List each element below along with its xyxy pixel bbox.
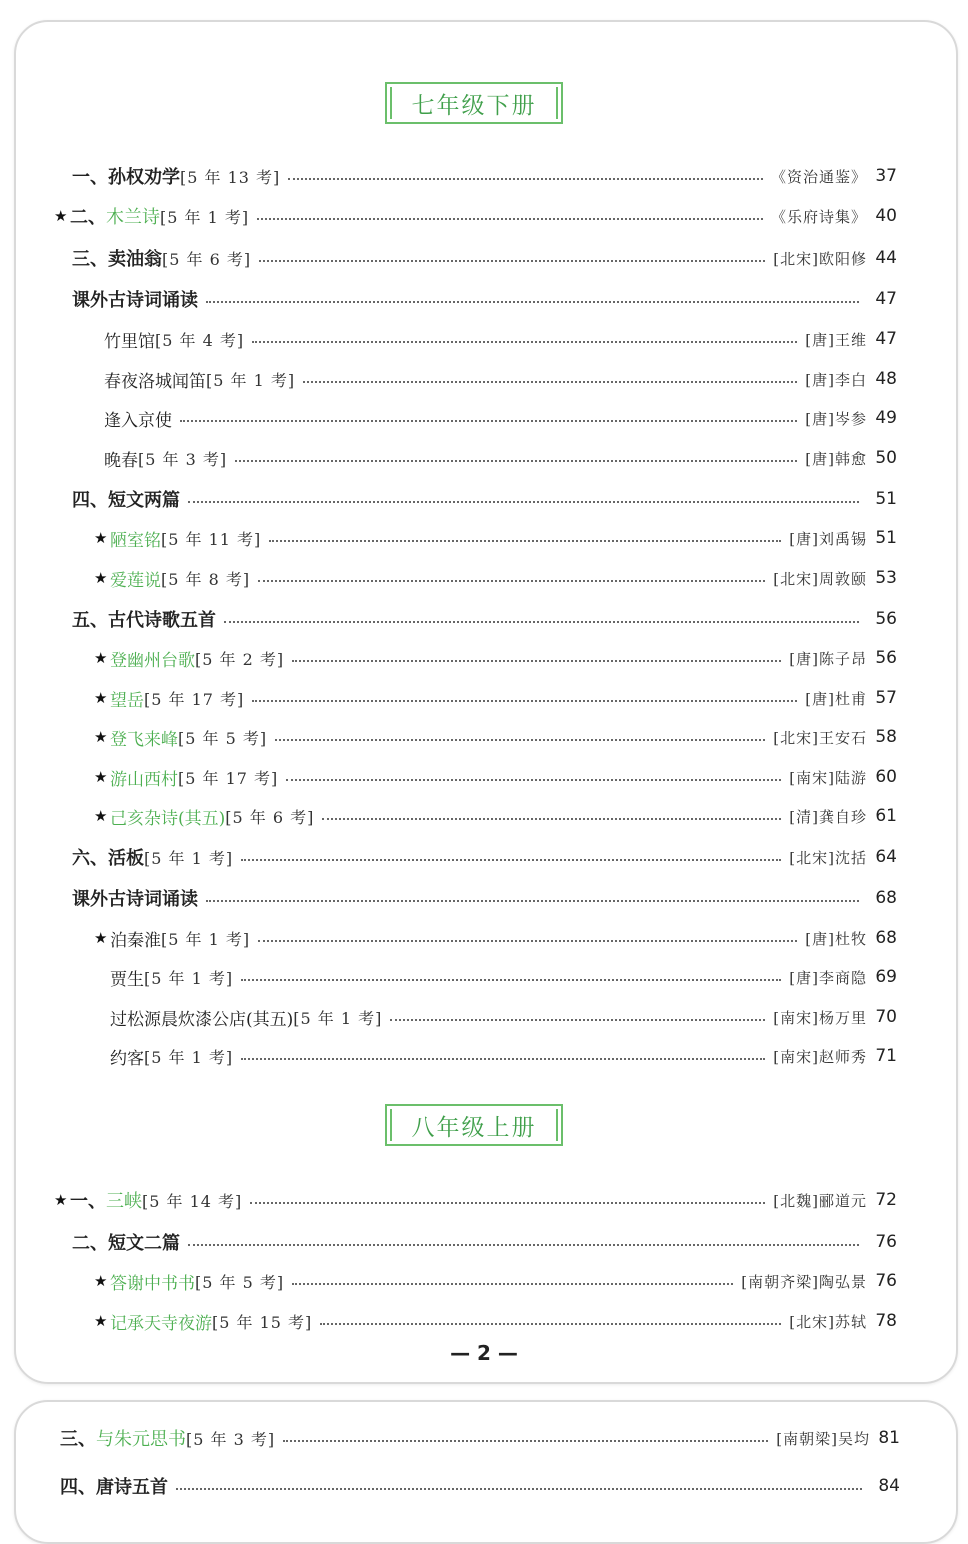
entry-source: [北魏]郦道元 bbox=[773, 1191, 867, 1210]
dot-leader bbox=[283, 1438, 768, 1442]
page-number-ref: 51 bbox=[875, 528, 897, 548]
exam-frequency-tag: [5 年 4 考] bbox=[155, 330, 245, 350]
exam-frequency-tag: [5 年 17 考] bbox=[178, 768, 279, 788]
grade7-heading-text: 七年级下册 bbox=[411, 92, 537, 119]
toc-entry[interactable] bbox=[0, 523, 968, 553]
dot-leader bbox=[188, 499, 859, 503]
page-number-ref: 53 bbox=[875, 568, 897, 588]
entry-title-highlight: 登飞来峰 bbox=[110, 729, 178, 750]
page-number-ref: 50 bbox=[875, 448, 897, 468]
toc-entry[interactable] bbox=[0, 1471, 968, 1501]
entry-title bbox=[110, 686, 144, 711]
entry-title-text: 六、活板 bbox=[72, 848, 144, 869]
star-icon: ★ bbox=[94, 807, 108, 825]
exam-frequency-tag: [5 年 6 考] bbox=[162, 249, 252, 269]
exam-frequency-tag: [5 年 1 考] bbox=[161, 929, 251, 949]
entry-title-highlight: 爱莲说 bbox=[110, 570, 161, 591]
entry-title bbox=[110, 1309, 212, 1334]
exam-frequency-tag: [5 年 1 考] bbox=[144, 968, 234, 988]
entry-title-highlight: 游山西村 bbox=[110, 769, 178, 790]
page-number-ref: 58 bbox=[875, 727, 897, 747]
entry-title-highlight: 陋室铭 bbox=[110, 530, 161, 551]
toc-entry[interactable] bbox=[0, 563, 968, 593]
entry-title-text: 二、短文二篇 bbox=[72, 1233, 180, 1254]
entry-source: [北宋]沈括 bbox=[789, 848, 867, 867]
entry-source: [唐]陈子昂 bbox=[789, 649, 867, 668]
entry-title bbox=[110, 765, 178, 790]
exam-frequency-tag: [5 年 11 考] bbox=[161, 529, 262, 549]
entry-title bbox=[60, 1473, 168, 1499]
entry-title-text: 逢入京使 bbox=[104, 410, 172, 431]
toc-entry[interactable] bbox=[0, 1306, 968, 1336]
entry-source: [南宋]陆游 bbox=[789, 768, 867, 787]
entry-title-highlight: 三峡 bbox=[106, 1191, 142, 1212]
page-number-ref: 76 bbox=[875, 1232, 897, 1252]
page-number-ref: 40 bbox=[875, 206, 897, 226]
page-number-ref: 84 bbox=[878, 1476, 900, 1496]
entry-title bbox=[60, 1425, 186, 1451]
entry-title-text: 课外古诗词诵读 bbox=[72, 889, 198, 910]
entry-title bbox=[72, 885, 198, 911]
entry-title-text: 三、 bbox=[60, 1429, 96, 1450]
entry-source: [唐]李白 bbox=[805, 370, 867, 389]
entry-title-text: 三、卖油翁 bbox=[72, 249, 162, 270]
grade8-heading-text: 八年级上册 bbox=[411, 1114, 537, 1141]
entry-title bbox=[110, 1269, 195, 1294]
page-number-ref: 47 bbox=[875, 289, 897, 309]
star-icon: ★ bbox=[54, 1191, 68, 1209]
dot-leader bbox=[235, 458, 797, 462]
page-number-ref: 61 bbox=[875, 806, 897, 826]
entry-title bbox=[110, 965, 144, 990]
entry-title bbox=[70, 1187, 142, 1213]
entry-title bbox=[72, 245, 162, 271]
dot-leader bbox=[286, 777, 781, 781]
star-icon: ★ bbox=[94, 569, 108, 587]
dot-leader bbox=[176, 1486, 862, 1490]
entry-title bbox=[110, 926, 161, 951]
dot-leader bbox=[303, 379, 797, 383]
star-icon: ★ bbox=[94, 929, 108, 947]
exam-frequency-tag: [5 年 17 考] bbox=[144, 689, 245, 709]
dot-leader bbox=[257, 216, 763, 220]
entry-title bbox=[104, 406, 172, 431]
entry-title-highlight: 登幽州台歌 bbox=[110, 650, 195, 671]
exam-frequency-tag: [5 年 5 考] bbox=[178, 728, 268, 748]
entry-source: [唐]李商隐 bbox=[789, 968, 867, 987]
entry-title-highlight: 望岳 bbox=[110, 690, 144, 711]
entry-source: [南宋]杨万里 bbox=[773, 1008, 867, 1027]
toc-entry[interactable] bbox=[0, 1266, 968, 1296]
toc-entry[interactable] bbox=[0, 1227, 968, 1257]
dot-leader bbox=[258, 938, 797, 942]
entry-source: [北宋]苏轼 bbox=[789, 1312, 867, 1331]
entry-source: [唐]韩愈 bbox=[805, 449, 867, 468]
exam-frequency-tag: [5 年 1 考] bbox=[293, 1008, 383, 1028]
dot-leader bbox=[390, 1017, 765, 1021]
entry-title-text: 约客 bbox=[110, 1048, 144, 1069]
page-number-ref: 78 bbox=[875, 1311, 897, 1331]
page-number-ref: 70 bbox=[875, 1007, 897, 1027]
entry-title bbox=[110, 566, 161, 591]
entry-title-text: 春夜洛城闻笛 bbox=[104, 371, 206, 392]
entry-title-text: 竹里馆 bbox=[104, 331, 155, 352]
entry-title-text: 四、短文两篇 bbox=[72, 490, 180, 511]
toc-entry[interactable] bbox=[0, 1423, 968, 1453]
toc-entry[interactable] bbox=[0, 762, 968, 792]
exam-frequency-tag: [5 年 6 考] bbox=[225, 807, 315, 827]
toc-entry[interactable] bbox=[0, 1041, 968, 1071]
toc-entry[interactable] bbox=[0, 962, 968, 992]
toc-entry[interactable] bbox=[0, 883, 968, 913]
entry-title bbox=[110, 526, 161, 551]
toc-entry[interactable] bbox=[0, 1002, 968, 1032]
entry-source: [唐]杜甫 bbox=[805, 689, 867, 708]
page-number-ref: 37 bbox=[875, 166, 897, 186]
dot-leader bbox=[241, 857, 781, 861]
page-number-ref: 81 bbox=[878, 1428, 900, 1448]
entry-title-text: 二、 bbox=[70, 207, 106, 228]
toc-entry[interactable] bbox=[0, 722, 968, 752]
star-icon: ★ bbox=[94, 728, 108, 746]
entry-title bbox=[104, 327, 155, 352]
entry-source: [北宋]欧阳修 bbox=[773, 249, 867, 268]
entry-source: [北宋]王安石 bbox=[773, 728, 867, 747]
star-icon: ★ bbox=[94, 1272, 108, 1290]
page-number-ref: 68 bbox=[875, 928, 897, 948]
star-icon: ★ bbox=[94, 1312, 108, 1330]
exam-frequency-tag: [5 年 1 考] bbox=[160, 207, 250, 227]
entry-title bbox=[72, 486, 180, 512]
page-number-ref: 56 bbox=[875, 648, 897, 668]
page-number-ref: 56 bbox=[875, 609, 897, 629]
entry-title bbox=[110, 1005, 293, 1030]
star-icon: ★ bbox=[94, 529, 108, 547]
entry-source: [北宋]周敦颐 bbox=[773, 569, 867, 588]
dot-leader bbox=[269, 538, 781, 542]
star-icon: ★ bbox=[54, 207, 68, 225]
entry-title bbox=[72, 606, 216, 632]
entry-title bbox=[104, 367, 206, 392]
entry-title bbox=[104, 446, 138, 471]
entry-title-text: 过松源晨炊漆公店(其五) bbox=[110, 1009, 294, 1030]
page-number-ref: 57 bbox=[875, 688, 897, 708]
entry-title bbox=[110, 804, 225, 829]
dot-leader bbox=[320, 1321, 781, 1325]
entry-source: [南朝齐梁]陶弘景 bbox=[741, 1272, 867, 1291]
toc-entry[interactable] bbox=[0, 443, 968, 473]
dot-leader bbox=[275, 737, 765, 741]
dot-leader bbox=[224, 619, 859, 623]
dot-leader bbox=[322, 816, 781, 820]
page-number-ref: 76 bbox=[875, 1271, 897, 1291]
dot-leader bbox=[241, 977, 781, 981]
entry-title bbox=[72, 286, 198, 312]
toc-entry[interactable] bbox=[0, 364, 968, 394]
grade8-heading bbox=[385, 1104, 563, 1146]
entry-title-highlight: 与朱元思书 bbox=[96, 1429, 186, 1450]
entry-title-text: 五、古代诗歌五首 bbox=[72, 610, 216, 631]
toc-entry[interactable] bbox=[0, 604, 968, 634]
entry-title bbox=[72, 1229, 180, 1255]
entry-title bbox=[70, 203, 160, 229]
toc-entry[interactable] bbox=[0, 403, 968, 433]
star-icon: ★ bbox=[94, 649, 108, 667]
entry-title-text: 一、孙权劝学 bbox=[72, 167, 180, 188]
page-number-ref: 48 bbox=[875, 369, 897, 389]
grade7-heading bbox=[385, 82, 563, 124]
entry-title bbox=[110, 1044, 144, 1069]
page-number-ref: 51 bbox=[875, 489, 897, 509]
entry-source: [唐]杜牧 bbox=[805, 929, 867, 948]
entry-source: [南宋]赵师秀 bbox=[773, 1047, 867, 1066]
page-number-ref: 60 bbox=[875, 767, 897, 787]
star-icon: ★ bbox=[94, 689, 108, 707]
page-number-ref: 47 bbox=[875, 329, 897, 349]
dot-leader bbox=[206, 299, 859, 303]
entry-title-text: 晚春 bbox=[104, 450, 138, 471]
entry-source: 《乐府诗集》 bbox=[770, 207, 867, 226]
entry-source: [唐]王维 bbox=[805, 330, 867, 349]
page-number-ref: 44 bbox=[875, 248, 897, 268]
entry-title-text: 泊秦淮 bbox=[110, 930, 161, 951]
toc-entry[interactable] bbox=[0, 284, 968, 314]
entry-title-highlight: 答谢中书书 bbox=[110, 1273, 195, 1294]
page-number-ref: 69 bbox=[875, 967, 897, 987]
entry-source: [南朝梁]吴均 bbox=[776, 1429, 870, 1448]
entry-title-highlight: 木兰诗 bbox=[106, 207, 160, 228]
entry-title-text: 一、 bbox=[70, 1191, 106, 1212]
entry-title-highlight: 记承天寺夜游 bbox=[110, 1313, 212, 1334]
dot-leader bbox=[206, 898, 859, 902]
dot-leader bbox=[252, 698, 797, 702]
exam-frequency-tag: [5 年 8 考] bbox=[161, 569, 251, 589]
exam-frequency-tag: [5 年 14 考] bbox=[142, 1191, 243, 1211]
dot-leader bbox=[188, 1242, 859, 1246]
dot-leader bbox=[292, 658, 781, 662]
toc-entry[interactable] bbox=[0, 201, 968, 231]
exam-frequency-tag: [5 年 2 考] bbox=[195, 649, 285, 669]
entry-title-text: 四、唐诗五首 bbox=[60, 1477, 168, 1498]
entry-title bbox=[72, 163, 180, 189]
exam-frequency-tag: [5 年 5 考] bbox=[195, 1272, 285, 1292]
exam-frequency-tag: [5 年 1 考] bbox=[206, 370, 296, 390]
dot-leader bbox=[241, 1056, 765, 1060]
toc-entry[interactable] bbox=[0, 243, 968, 273]
page-number-ref: 49 bbox=[875, 408, 897, 428]
dot-leader bbox=[288, 176, 763, 180]
exam-frequency-tag: [5 年 3 考] bbox=[186, 1429, 276, 1449]
toc-entry[interactable] bbox=[0, 683, 968, 713]
entry-source: [唐]岑参 bbox=[805, 409, 867, 428]
toc-entry[interactable] bbox=[0, 923, 968, 953]
toc-entry[interactable] bbox=[0, 161, 968, 191]
entry-title-text: 贾生 bbox=[110, 969, 144, 990]
star-icon: ★ bbox=[94, 768, 108, 786]
dot-leader bbox=[258, 578, 765, 582]
entry-source: [唐]刘禹锡 bbox=[789, 529, 867, 548]
toc-entry[interactable] bbox=[0, 324, 968, 354]
entry-source: [清]龚自珍 bbox=[789, 807, 867, 826]
exam-frequency-tag: [5 年 3 考] bbox=[138, 449, 228, 469]
entry-source: 《资治通鉴》 bbox=[770, 167, 867, 186]
toc-entry[interactable] bbox=[0, 842, 968, 872]
dot-leader bbox=[292, 1281, 733, 1285]
page-number-ref: 71 bbox=[875, 1046, 897, 1066]
dot-leader bbox=[252, 339, 797, 343]
entry-title-text: 课外古诗词诵读 bbox=[72, 290, 198, 311]
toc-entry[interactable] bbox=[0, 484, 968, 514]
entry-title bbox=[72, 844, 144, 870]
page-number-ref: 68 bbox=[875, 888, 897, 908]
exam-frequency-tag: [5 年 1 考] bbox=[144, 1047, 234, 1067]
dot-leader bbox=[180, 418, 797, 422]
toc-entry[interactable] bbox=[0, 1185, 968, 1215]
exam-frequency-tag: [5 年 1 考] bbox=[144, 848, 234, 868]
toc-entry[interactable] bbox=[0, 643, 968, 673]
page-number-ref: 72 bbox=[875, 1190, 897, 1210]
entry-title bbox=[110, 725, 178, 750]
entry-title bbox=[110, 646, 195, 671]
dot-leader bbox=[259, 258, 765, 262]
page-number: — 2 — bbox=[450, 1341, 518, 1365]
dot-leader bbox=[250, 1200, 765, 1204]
exam-frequency-tag: [5 年 13 考] bbox=[180, 167, 281, 187]
entry-title-highlight: 己亥杂诗(其五) bbox=[110, 808, 226, 829]
toc-entry[interactable] bbox=[0, 801, 968, 831]
exam-frequency-tag: [5 年 15 考] bbox=[212, 1312, 313, 1332]
page-number-ref: 64 bbox=[875, 847, 897, 867]
